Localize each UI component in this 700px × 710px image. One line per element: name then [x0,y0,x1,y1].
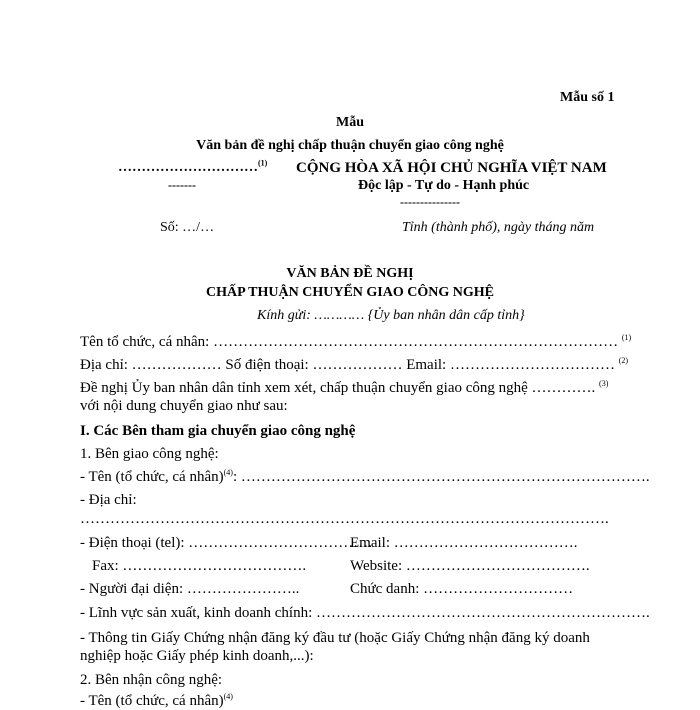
footnote-ref: (4) [223,692,233,701]
country-name: CỘNG HÒA XÃ HỘI CHỦ NGHĨA VIỆT NAM [296,160,607,176]
request-line-1 [80,380,608,397]
name-dots: : ………………………………………………………………………. [232,469,650,485]
footnote-ref: (1) [258,158,268,168]
document-title-line1: VĂN BẢN ĐỀ NGHỊ [286,266,414,281]
section-1-heading: I. Các Bên tham gia chuyển giao công nghệ [80,423,356,439]
transferee-name-line [80,693,233,710]
org-placeholder [118,160,267,176]
form-number: Mẫu số 1 [560,90,615,105]
certificate-line-1: - Thông tin Giấy Chứng nhận đăng ký đầu tư (hoặc Giấy Chứng nhận đăng ký doanh [80,630,590,646]
fax-line: Fax: ………………………………. [92,558,307,574]
email-line: Email: ………………………………. [350,535,578,551]
sample-label: Mẫu [336,115,364,130]
address-line [80,357,628,374]
transferor-address-label: - Địa chỉ: [80,492,137,508]
document-number: Số: …/… [160,220,215,235]
motto-underline: --------------- [400,195,460,209]
item-2-heading: 2. Bên nhận công nghệ: [80,672,223,688]
org-name-text: Tên tổ chức, cá nhân: ……………………………………………………………………… [80,334,619,350]
name-label: - Tên (tổ chức, cá nhân) [80,469,224,485]
website-line: Website: ………………………………. [350,558,590,574]
org-dots: ………………………… [118,160,258,175]
footnote-ref: (2) [618,356,629,365]
business-field-line: - Lĩnh vực sản xuất, kinh doanh chính: …………………………………………………………. [80,605,650,621]
name-label: - Tên (tổ chức, cá nhân) [80,693,224,709]
request-text: Đề nghị Ủy ban nhân dân tỉnh xem xét, chấp thuận chuyển giao công nghệ …………. [80,380,596,396]
representative-line: - Người đại diện: ………………….. [80,581,300,597]
motto: Độc lập - Tự do - Hạnh phúc [358,178,530,193]
certificate-line-2: nghiệp hoặc Giấy phép kinh doanh,...): [80,648,314,664]
sample-title: Văn bản đề nghị chấp thuận chuyển giao công nghệ [196,138,504,153]
org-underline: ------- [168,178,196,192]
place-date: Tỉnh (thành phố), ngày tháng năm [402,220,595,235]
address-text: Địa chỉ: ……………… Số điện thoại: ……………… Email: …………………………… [80,357,615,373]
phone-line: - Điện thoại (tel): ………………………………. [80,535,373,551]
footnote-ref: (1) [621,333,632,342]
transferor-address-dots: ……………………………………………………………………………………………. [80,511,609,527]
document-title-line2: CHẤP THUẬN CHUYỂN GIAO CÔNG NGHỆ [206,285,494,300]
transferor-name-line [80,469,650,486]
request-line-2: với nội dung chuyển giao như sau: [80,398,288,414]
position-line: Chức danh: ………………………… [350,581,574,597]
kinh-gui: Kính gửi: ………… {Ủy ban nhân dân cấp tỉnh} [257,308,525,323]
footnote-ref: (4) [223,468,233,477]
org-name-line [80,334,631,351]
item-1-heading: 1. Bên giao công nghệ: [80,446,219,462]
footnote-ref: (3) [599,379,609,388]
